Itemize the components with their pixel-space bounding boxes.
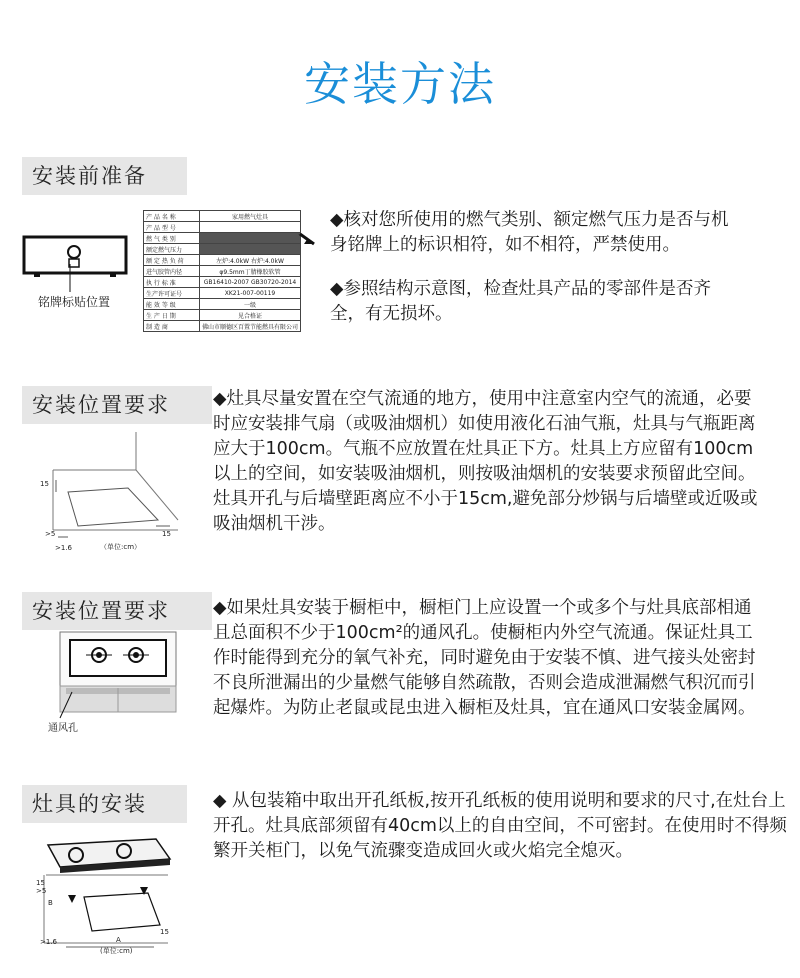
nameplate-row (144, 244, 301, 255)
nameplate-key: 能 效 等 级 (144, 299, 200, 310)
dim-label: B (48, 899, 53, 907)
nameplate-key: 产 品 型 号 (144, 222, 200, 233)
nameplate-row (144, 277, 301, 288)
dim-label: 15 (36, 879, 45, 887)
section-label-install: 灶具的安装 (22, 785, 187, 823)
nameplate-value: φ9.5mm丁腈橡胶软管 (199, 266, 300, 277)
nameplate-value: 一级 (199, 299, 300, 310)
pointer-line (56, 690, 76, 720)
nameplate-row (144, 266, 301, 277)
unit-note: （单位:cm） (100, 543, 142, 551)
dim-label: >1.6 (55, 544, 72, 552)
nameplate-row (144, 288, 301, 299)
vent-hole-caption: 通风孔 (48, 723, 78, 734)
nameplate-value: 家用燃气灶具 (199, 211, 300, 222)
dim-label: 15 (162, 530, 171, 538)
nameplate-row (144, 299, 301, 310)
nameplate-value: 左炉:4.0kW 右炉:4.0kW (199, 255, 300, 266)
nameplate-key: 生 产 日 期 (144, 310, 200, 321)
nameplate-location-caption: 铭牌标贴位置 (38, 295, 111, 309)
paragraph: ◆如果灶具安装于橱柜中，橱柜门上应设置一个或多个与灶具底部相通且总面积不少于100cm²的通风孔。使橱柜内外空气流通。保证灶具工作时能得到充分的氧气补充，同时避免由于安装不慎、进气接头处密封不良所泄漏出的少量燃气能够自然疏散，否则会造成泄漏燃气积沉而引起爆炸。为防止老鼠或昆虫进入橱柜及灶具，宜在通风口安装金属网。 (213, 598, 756, 718)
paragraph: ◆灶具尽量安置在空气流通的地方，使用中注意室内空气的流通，必要时应安装排气扇（或吸油烟机）如使用液化石油气瓶，灶具与气瓶距离应大于100cm。气瓶不应放置在灶具正下方。灶具上方应留有100cm以上的空间，如安装吸油烟机，则按吸油烟机的安装要求预留此空间。灶具开孔与后墙壁距离应不小于15cm,避免部分炒锅与后墙壁或近吸或吸油烟机干涉。 (213, 389, 758, 534)
section-label-location: 安装位置要求 (22, 386, 212, 424)
dim-label: >1.6 (40, 938, 57, 946)
nameplate-row (144, 233, 301, 244)
pointer-line (64, 262, 104, 296)
cutout-diagram (36, 835, 176, 957)
dim-label: 15 (40, 480, 49, 488)
nameplate-value: 见合格证 (199, 310, 300, 321)
paragraph: ◆参照结构示意图，检查灶具产品的零部件是否齐全，有无损坏。 (330, 279, 711, 324)
nameplate-value: 佛山市顺德区百置节能燃具有限公司 (199, 321, 300, 332)
unit-note: (单位:cm) (100, 947, 133, 955)
arrow-icon (298, 232, 316, 246)
section-text-cabinet (213, 596, 766, 740)
section-text-location (213, 387, 766, 556)
nameplate-value (199, 233, 300, 244)
nameplate-value: XK21-007-00119 (199, 288, 300, 299)
dim-label: A (116, 936, 121, 944)
nameplate-key: 产 品 名 称 (144, 211, 200, 222)
location-diagram (38, 430, 198, 555)
section-label-preparation: 安装前准备 (22, 157, 187, 195)
nameplate-table (143, 210, 301, 332)
nameplate-row (144, 255, 301, 266)
section-text-preparation (330, 208, 740, 346)
nameplate-row (144, 321, 301, 332)
nameplate-value (199, 244, 300, 255)
page-title: 安装方法 (304, 57, 496, 111)
section-label-cabinet: 安装位置要求 (22, 592, 212, 630)
nameplate-row (144, 211, 301, 222)
dim-label: >5 (36, 887, 47, 895)
nameplate-key: 额定燃气压力 (144, 244, 200, 255)
nameplate-row (144, 310, 301, 321)
dim-label: 15 (160, 928, 169, 936)
nameplate-row (144, 222, 301, 233)
nameplate-key: 额 定 热 负 荷 (144, 255, 200, 266)
paragraph: ◆核对您所使用的燃气类别、额定燃气压力是否与机身铭牌上的标识相符，如不相符，严禁使用。 (330, 210, 729, 255)
paragraph: ◆ 从包装箱中取出开孔纸板,按开孔纸板的使用说明和要求的尺寸,在灶台上开孔。灶具底部须留有40cm以上的自由空间，不可密封。在使用时不得频繁开关柜门，以免气流骤变造成回火或火焰完全熄灭。 (213, 791, 787, 861)
nameplate-key: 进气胶管内径 (144, 266, 200, 277)
nameplate-key: 生产许可证号 (144, 288, 200, 299)
section-text-install (213, 789, 788, 883)
nameplate-key: 制 造 商 (144, 321, 200, 332)
dim-label: >5 (45, 530, 56, 538)
nameplate-key: 燃 气 类 别 (144, 233, 200, 244)
nameplate-value (199, 222, 300, 233)
nameplate-key: 执 行 标 准 (144, 277, 200, 288)
nameplate-value: GB16410-2007 GB30720-2014 (199, 277, 300, 288)
